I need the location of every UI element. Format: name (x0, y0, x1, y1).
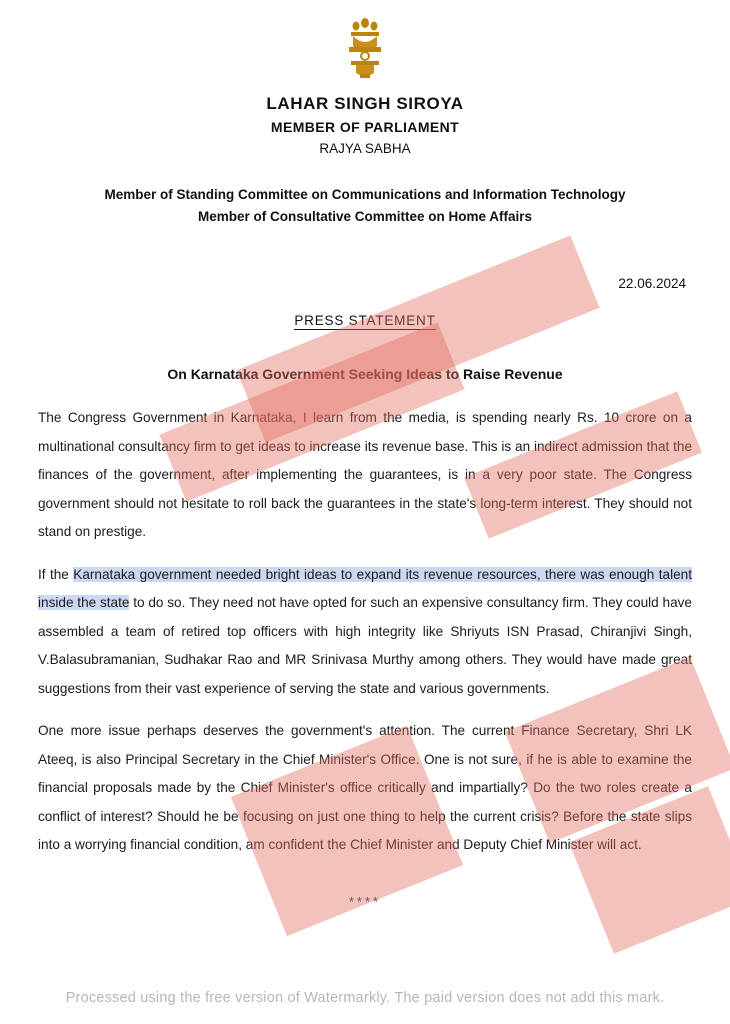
press-statement-label: PRESS STATEMENT (294, 313, 436, 328)
document-date: 22.06.2024 (618, 276, 686, 291)
committee-line: Member of Standing Committee on Communications and Information Technology (104, 187, 626, 202)
press-statement-heading (36, 313, 694, 328)
watermark-notice: Processed using the free version of Watermarkly. The paid version does not add this mark. (65, 990, 665, 1006)
member-name: LAHAR SINGH SIROYA (266, 94, 464, 113)
committee-line: Member of Consultative Committee on Home Affairs (197, 209, 533, 224)
emblem-container (36, 16, 694, 82)
paragraph: If the Karnataka government needed bright ideas to expand its revenue resources, there was enough talent inside the state to do so. They need not have opted for such an expensive consultancy firm. They could have assembled a team of retired top officers with high integrity like Shriyuts ISN Prasad, Chiranjivi Singh, V.Balasubramanian, Sudhakar Rao and MR Srinivasa Murthy among others. They would have made great suggestions from their vast experience of serving the state and various governments. (38, 566, 692, 696)
document-body (36, 404, 694, 860)
end-marker: **** (348, 893, 382, 909)
document-subject: On Karnataka Government Seeking Ideas to Raise Revenue (167, 366, 563, 382)
india-state-emblem-icon (343, 16, 387, 82)
committee-list (36, 184, 694, 228)
paragraph: The Congress Government in Karnataka, I learn from the media, is spending nearly Rs. 10 crore on a multinational consultancy firm to get ideas to increase its revenue base. This is an indirect admission that the finances of the government, after implementing the guarantees, is in a very poor state. The Congress government should not hesitate to roll back the guarantees in the state's long-term interest. They should not stand on prestige. (38, 410, 692, 539)
text-highlight: Karnataka government needed bright ideas to expand its revenue resources, there was enough talent inside the state (38, 566, 692, 610)
paragraph: One more issue perhaps deserves the government's attention. The current Finance Secretary, Shri LK Ateeq, is also Principal Secretary in the Chief Minister's Office. One is not sure, if he is able to examine the financial proposals made by the Chief Minister's office critically and impartially? Do the two roles create a conflict of interest? Should he be focusing on just one thing to help the current crisis? Before the state slips into a worrying financial condition, am confident the Chief Minister and Deputy Chief Minister will act. (38, 723, 692, 852)
member-role: MEMBER OF PARLIAMENT (270, 119, 460, 135)
member-house: RAJYA SABHA (319, 141, 411, 156)
